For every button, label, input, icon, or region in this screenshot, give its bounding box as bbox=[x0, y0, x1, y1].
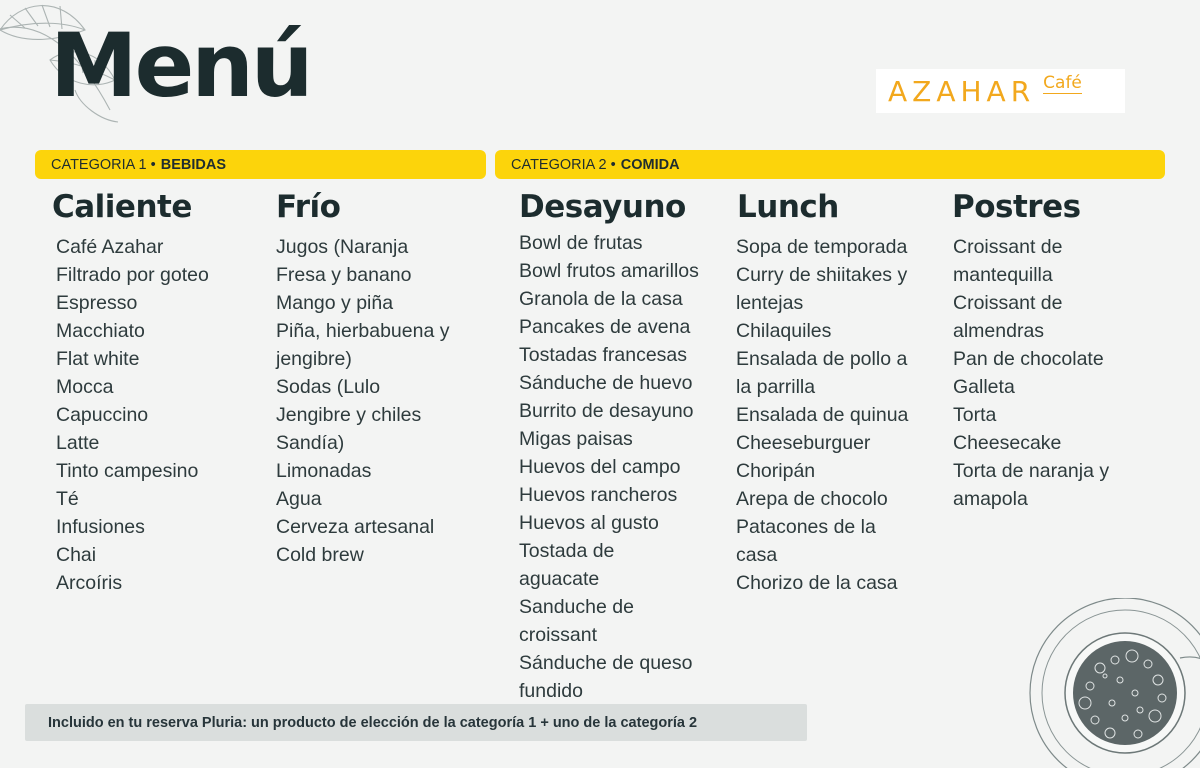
menu-item: Choripán bbox=[736, 460, 816, 482]
item-list bbox=[56, 233, 209, 597]
section-caliente bbox=[52, 189, 262, 594]
item-list bbox=[276, 233, 449, 569]
menu-item: Té bbox=[56, 488, 79, 510]
menu-item: Café Azahar bbox=[56, 236, 164, 258]
menu-item: Capuccino bbox=[56, 404, 149, 426]
menu-item: Tostada de bbox=[519, 540, 615, 562]
category-1-bar bbox=[35, 150, 486, 179]
category-1-name: BEBIDAS bbox=[160, 156, 226, 173]
menu-item: Torta bbox=[953, 404, 997, 426]
logo-wordmark: AZAHAR bbox=[888, 74, 1036, 108]
menu-item: Latte bbox=[56, 432, 100, 454]
menu-item: mantequilla bbox=[953, 264, 1053, 286]
menu-item: Ensalada de quinua bbox=[736, 404, 909, 426]
menu-item: Macchiato bbox=[56, 320, 145, 342]
section-frio bbox=[276, 189, 486, 566]
menu-item: Tostadas francesas bbox=[519, 344, 688, 366]
menu-item: Limonadas bbox=[276, 460, 372, 482]
menu-item: Sánduche de huevo bbox=[519, 372, 693, 394]
category-2-bar bbox=[495, 150, 1165, 179]
menu-item: Sanduche de bbox=[519, 596, 634, 618]
menu-item: Burrito de desayuno bbox=[519, 400, 694, 422]
menu-item: Fresa y banano bbox=[276, 264, 412, 286]
menu-item: Flat white bbox=[56, 348, 140, 370]
section-heading: Lunch bbox=[737, 189, 839, 225]
menu-item: Cheesecake bbox=[953, 432, 1062, 454]
menu-item: Cheeseburguer bbox=[736, 432, 871, 454]
menu-item: Patacones de la bbox=[736, 516, 876, 538]
category-2-prefix: CATEGORIA 2 • bbox=[511, 156, 616, 173]
menu-item: Sánduche de queso bbox=[519, 652, 693, 674]
menu-item: Huevos rancheros bbox=[519, 484, 678, 506]
menu-item: Jengibre y chiles bbox=[276, 404, 422, 426]
menu-item: Bowl frutos amarillos bbox=[519, 260, 699, 282]
menu-item: Agua bbox=[276, 488, 322, 510]
logo-cafe-tag: Café bbox=[1043, 73, 1082, 94]
item-list bbox=[736, 233, 908, 597]
menu-item: Tinto campesino bbox=[56, 460, 199, 482]
menu-item: croissant bbox=[519, 624, 598, 646]
menu-item: Huevos del campo bbox=[519, 456, 681, 478]
menu-item: Curry de shiitakes y bbox=[736, 264, 908, 286]
section-heading: Caliente bbox=[52, 189, 192, 225]
menu-item: Croissant de bbox=[953, 292, 1063, 314]
section-postres bbox=[952, 189, 1162, 510]
menu-item: Granola de la casa bbox=[519, 288, 683, 310]
section-desayuno bbox=[519, 189, 729, 702]
menu-item: aguacate bbox=[519, 568, 600, 590]
section-lunch bbox=[736, 189, 947, 594]
menu-item: Arepa de chocolo bbox=[736, 488, 888, 510]
azahar-cafe-logo bbox=[876, 69, 1125, 113]
menu-item: Sopa de temporada bbox=[736, 236, 908, 258]
item-list bbox=[953, 233, 1109, 513]
menu-item: Espresso bbox=[56, 292, 138, 314]
menu-item: Infusiones bbox=[56, 516, 145, 538]
menu-item: Filtrado por goteo bbox=[56, 264, 209, 286]
menu-item: fundido bbox=[519, 680, 583, 702]
item-list bbox=[519, 229, 699, 705]
menu-title: Menú bbox=[50, 14, 311, 117]
menu-item: Cerveza artesanal bbox=[276, 516, 435, 538]
menu-item: la parrilla bbox=[736, 376, 816, 398]
menu-item: Cold brew bbox=[276, 544, 364, 566]
menu-item: Pancakes de avena bbox=[519, 316, 691, 338]
menu-item: Jugos (Naranja bbox=[276, 236, 409, 258]
coffee-cup-icon bbox=[1020, 598, 1200, 768]
menu-item: Piña, hierbabuena y bbox=[276, 320, 450, 342]
menu-item: Bowl de frutas bbox=[519, 232, 643, 254]
menu-item: Sandía) bbox=[276, 432, 345, 454]
menu-item: Chorizo de la casa bbox=[736, 572, 898, 594]
category-1-prefix: CATEGORIA 1 • bbox=[51, 156, 156, 173]
menu-item: Galleta bbox=[953, 376, 1015, 398]
reservation-note bbox=[25, 704, 807, 741]
footer-text: Incluido en tu reserva Pluria: un producto de elección de la categoría 1 + uno de la categoría 2 bbox=[48, 714, 698, 731]
menu-item: lentejas bbox=[736, 292, 804, 314]
section-heading: Frío bbox=[276, 189, 341, 225]
category-2-name: COMIDA bbox=[620, 156, 680, 173]
menu-item: Migas paisas bbox=[519, 428, 633, 450]
menu-item: almendras bbox=[953, 320, 1045, 342]
menu-item: Sodas (Lulo bbox=[276, 376, 381, 398]
menu-item: Mango y piña bbox=[276, 292, 394, 314]
menu-item: Arcoíris bbox=[56, 572, 123, 594]
menu-item: Chilaquiles bbox=[736, 320, 832, 342]
menu-item: jengibre) bbox=[276, 348, 352, 370]
menu-item: Torta de naranja y bbox=[953, 460, 1110, 482]
menu-item: casa bbox=[736, 544, 778, 566]
menu-item: Pan de chocolate bbox=[953, 348, 1104, 370]
menu-item: Chai bbox=[56, 544, 97, 566]
menu-item: Mocca bbox=[56, 376, 114, 398]
menu-item: Ensalada de pollo a bbox=[736, 348, 908, 370]
menu-item: Huevos al gusto bbox=[519, 512, 659, 534]
menu-item: Croissant de bbox=[953, 236, 1063, 258]
section-heading: Postres bbox=[952, 189, 1081, 225]
section-heading: Desayuno bbox=[519, 189, 686, 225]
menu-item: amapola bbox=[953, 488, 1028, 510]
